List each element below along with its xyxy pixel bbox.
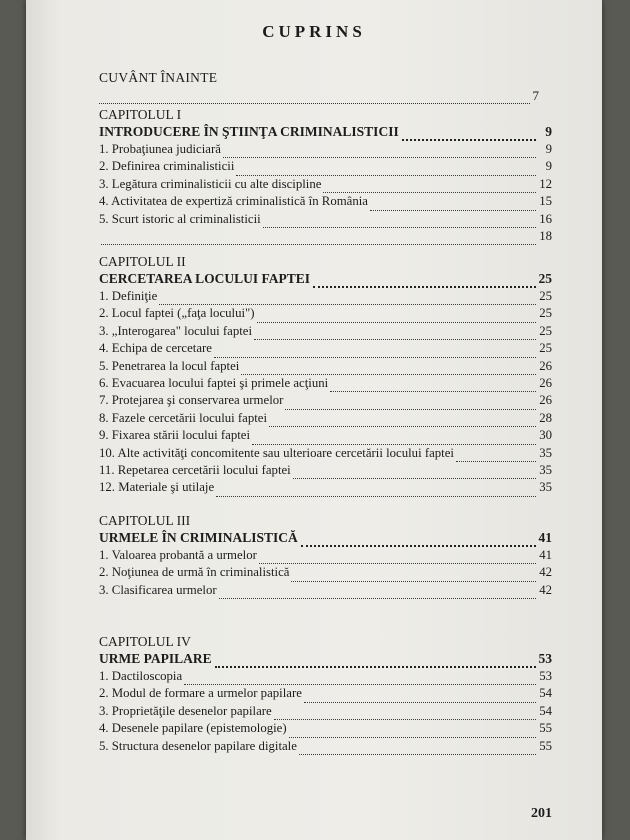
toc-entry: 3. Legătura criminalisticii cu alte discipline 12 <box>99 176 552 193</box>
toc-entry: 7. Protejarea şi conservarea urmelor 26 <box>99 392 552 409</box>
chapter-label: CAPITOLUL II <box>99 254 186 269</box>
toc-entry: 2. Modul de formare a urmelor papilare 54 <box>99 685 552 702</box>
dot-leader <box>313 275 536 288</box>
chapter-label: CAPITOLUL I <box>99 107 182 122</box>
chapter-title-page: 53 <box>538 651 552 666</box>
book-page <box>26 0 602 840</box>
preface-page: 7 <box>532 88 539 103</box>
toc-entry: 2. Definirea criminalisticii 9 <box>99 158 552 175</box>
chapter-4 <box>99 633 552 755</box>
preface-label: CUVÂNT ÎNAINTE <box>99 70 218 85</box>
toc-entry: 5. Structura desenelor papilare digitale 55 <box>99 738 552 755</box>
toc-entry: 4. Desenele papilare (epistemologie) 55 <box>99 720 552 737</box>
dot-leader <box>301 534 536 547</box>
chapter-label: CAPITOLUL III <box>99 513 191 528</box>
chapter-title: URME PAPILARE 53 <box>99 651 552 666</box>
toc-entry: 5. Scurt istoric al criminalisticii 16 <box>99 211 552 228</box>
toc-entry: 3. Proprietăţile desenelor papilare 54 <box>99 703 552 720</box>
toc-entry: 9. Fixarea stării locului faptei 30 <box>99 427 552 444</box>
toc-entry: 18 <box>99 228 552 245</box>
page-title: CUPRINS <box>262 22 366 41</box>
toc-entry: 12. Materiale şi utilaje 35 <box>99 479 552 496</box>
chapter-title: INTRODUCERE ÎN ŞTIINŢA CRIMINALISTICII 9 <box>99 124 552 139</box>
toc-entry: 5. Penetrarea la locul faptei 26 <box>99 358 552 375</box>
toc-entry: 1. Definiţie 25 <box>99 288 552 305</box>
toc-entry: 1. Valoarea probantă a urmelor 41 <box>99 547 552 564</box>
toc-entry: 3. Clasificarea urmelor 42 <box>99 582 552 599</box>
toc-entry: 2. Locul faptei („faţa locului") 25 <box>99 305 552 322</box>
toc-entry: 6. Evacuarea locului faptei şi primele acţiuni 26 <box>99 375 552 392</box>
toc-entry: 2. Noţiunea de urmă în criminalistică 42 <box>99 564 552 581</box>
chapter-title: URMELE ÎN CRIMINALISTICĂ 41 <box>99 530 552 545</box>
chapter-title-page: 41 <box>538 530 552 545</box>
toc-entry: 11. Repetarea cercetării locului faptei 35 <box>99 462 552 479</box>
toc-entry: 4. Echipa de cercetare 25 <box>99 340 552 357</box>
toc-entry: 4. Activitatea de expertiză criminalistică în România 15 <box>99 193 552 210</box>
dot-leader <box>99 93 530 104</box>
chapter-1 <box>99 106 552 245</box>
toc-entry: 1. Probaţiunea judiciară 9 <box>99 141 552 158</box>
toc-entry: 1. Dactiloscopia 53 <box>99 668 552 685</box>
chapter-2 <box>99 253 552 497</box>
toc-entry: 3. „Interogarea" locului faptei 25 <box>99 323 552 340</box>
dot-leader <box>215 655 536 668</box>
chapter-title-page: 9 <box>545 124 552 139</box>
toc-entry: 8. Fazele cercetării locului faptei 28 <box>99 410 552 427</box>
chapter-label: CAPITOLUL IV <box>99 634 191 649</box>
chapter-title: CERCETAREA LOCULUI FAPTEI 25 <box>99 271 552 286</box>
chapter-title-page: 25 <box>538 271 552 286</box>
dot-leader <box>402 128 536 141</box>
page-number: 201 <box>531 806 552 821</box>
chapter-3 <box>99 512 552 599</box>
preface-entry <box>99 70 539 104</box>
toc-entry: 10. Alte activităţi concomitente sau ulterioare cercetării locului faptei 35 <box>99 445 552 462</box>
